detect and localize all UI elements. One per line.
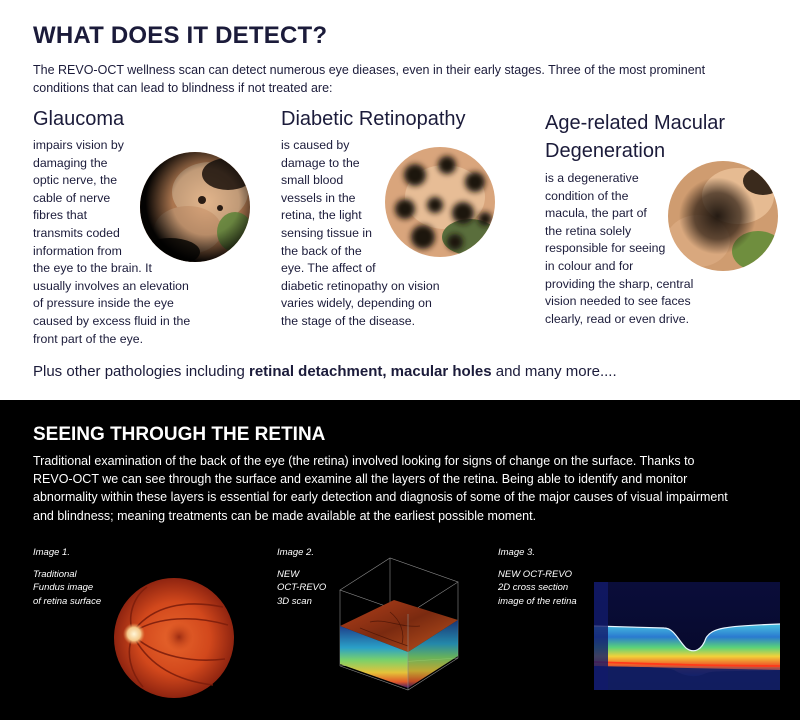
image-2-caption-line: 3D scan	[277, 595, 312, 607]
retina-text-line: and blindness; meaning treatments can be made available at the earliest possible moment.	[33, 508, 537, 523]
glaucoma-desc-line: of pressure inside the eye	[33, 296, 174, 311]
glaucoma-desc-line: optic nerve, the	[33, 173, 118, 188]
amd-description	[545, 170, 693, 328]
amd-desc-line: clearly, read or even drive.	[545, 311, 689, 326]
oct-3d-scan-image	[330, 548, 470, 708]
diabetic-retinopathy-title	[281, 105, 466, 133]
diabetic-desc-line: retina, the light	[281, 208, 362, 223]
image-3-number: Image 3.	[498, 547, 535, 558]
amd-desc-line: vision needed to see faces	[545, 294, 691, 309]
image-3-caption-line: NEW OCT-REVO	[498, 568, 573, 580]
glaucoma-desc-line: fibres that	[33, 208, 87, 223]
other-pathologies-line	[33, 363, 617, 380]
diabetic-desc-line: vessels in the	[281, 190, 356, 205]
image-1-caption-line: Traditional	[33, 568, 77, 580]
image-2-number: Image 2.	[277, 547, 314, 558]
plus-prefix: Plus other pathologies including	[33, 363, 249, 380]
plus-bold-pathologies: retinal detachment, macular holes	[248, 363, 492, 380]
diabetic-desc-line: diabetic retinopathy on vision	[281, 278, 440, 293]
diabetic-desc-line: small blood	[281, 173, 344, 188]
amd-desc-line: condition of the	[545, 188, 629, 203]
glaucoma-desc-line: cable of nerve	[33, 190, 111, 205]
retina-paragraph	[33, 452, 773, 525]
image-2-caption	[277, 546, 326, 608]
glaucoma-title	[33, 105, 124, 133]
diabetic-desc-line: damage to the	[281, 155, 360, 170]
glaucoma-desc-line: usually involves an elevation	[33, 278, 189, 293]
fundus-image	[113, 577, 235, 699]
retina-text-line: REVO-OCT we can see through the surface and examine all the layers of the retina. Being able to identify and monitor	[33, 472, 688, 487]
diabetic-desc-line: the stage of the disease.	[281, 313, 415, 328]
image-1-number: Image 1.	[33, 547, 70, 558]
diabetic-desc-line: sensing tissue in	[281, 225, 372, 240]
image-1-caption-line: of retina surface	[33, 595, 102, 607]
image-1-caption	[33, 546, 101, 608]
retina-text-line: abnormality within these layers is essential for early detection and diagnosis of some of the major causes of visual impairment	[33, 490, 728, 505]
diabetic-title-line: Diabetic Retinopathy	[281, 108, 466, 130]
amd-title-line: Age-related Macular	[545, 112, 726, 134]
amd-desc-line: in colour and for	[545, 258, 634, 273]
glaucoma-title-line: Glaucoma	[33, 108, 125, 130]
plus-suffix: and many more....	[491, 363, 617, 380]
amd-desc-line: the retina solely	[545, 223, 632, 238]
glaucoma-desc-line: information from	[33, 243, 122, 258]
glaucoma-desc-line: transmits coded	[33, 225, 120, 240]
glaucoma-desc-line: front part of the eye.	[33, 331, 144, 346]
diabetic-desc-line: the back of the	[281, 243, 362, 258]
image-2-caption-line: OCT-REVO	[277, 582, 327, 593]
amd-title	[545, 109, 725, 165]
diabetic-desc-line: is caused by	[281, 138, 350, 152]
intro-line-2: conditions that can lead to blindness if not treated are:	[33, 81, 333, 95]
image-3-caption-line: image of the retina	[498, 595, 577, 607]
intro-line-1: The REVO-OCT wellness scan can detect numerous eye dieases, even in their early stages. Three of the most prominent	[33, 63, 706, 77]
diabetic-desc-line: eye. The affect of	[281, 261, 376, 276]
detect-heading: WHAT DOES IT DETECT?	[33, 22, 328, 49]
amd-title-line: Degeneration	[545, 140, 666, 162]
amd-desc-line: providing the sharp, central	[545, 276, 694, 291]
glaucoma-desc-line: damaging the	[33, 155, 108, 170]
amd-desc-line: responsible for seeing	[545, 241, 666, 256]
amd-desc-line: is a degenerative	[545, 171, 639, 185]
image-1-caption-line: Fundus image	[33, 582, 94, 593]
image-3-caption-line: 2D cross section	[498, 582, 569, 593]
image-3-caption	[498, 546, 577, 608]
amd-desc-line: macula, the part of	[545, 206, 647, 221]
oct-cross-section-image	[594, 582, 780, 690]
glaucoma-desc-line: caused by excess fluid in the	[33, 313, 191, 328]
retina-text-line: Traditional examination of the back of the eye (the retina) involved looking for signs of change on the surface. Thanks to	[33, 454, 695, 468]
retina-heading: SEEING THROUGH THE RETINA	[33, 424, 326, 445]
detect-intro	[33, 61, 753, 97]
image-2-caption-line: NEW	[277, 568, 300, 580]
diabetic-retinopathy-vision-image	[385, 147, 495, 257]
glaucoma-desc-line: the eye to the brain. It	[33, 261, 152, 276]
diabetic-desc-line: varies widely, depending on	[281, 296, 432, 311]
glaucoma-desc-line: impairs vision by	[33, 138, 124, 152]
glaucoma-vision-image	[140, 152, 250, 262]
amd-vision-image	[668, 161, 778, 271]
